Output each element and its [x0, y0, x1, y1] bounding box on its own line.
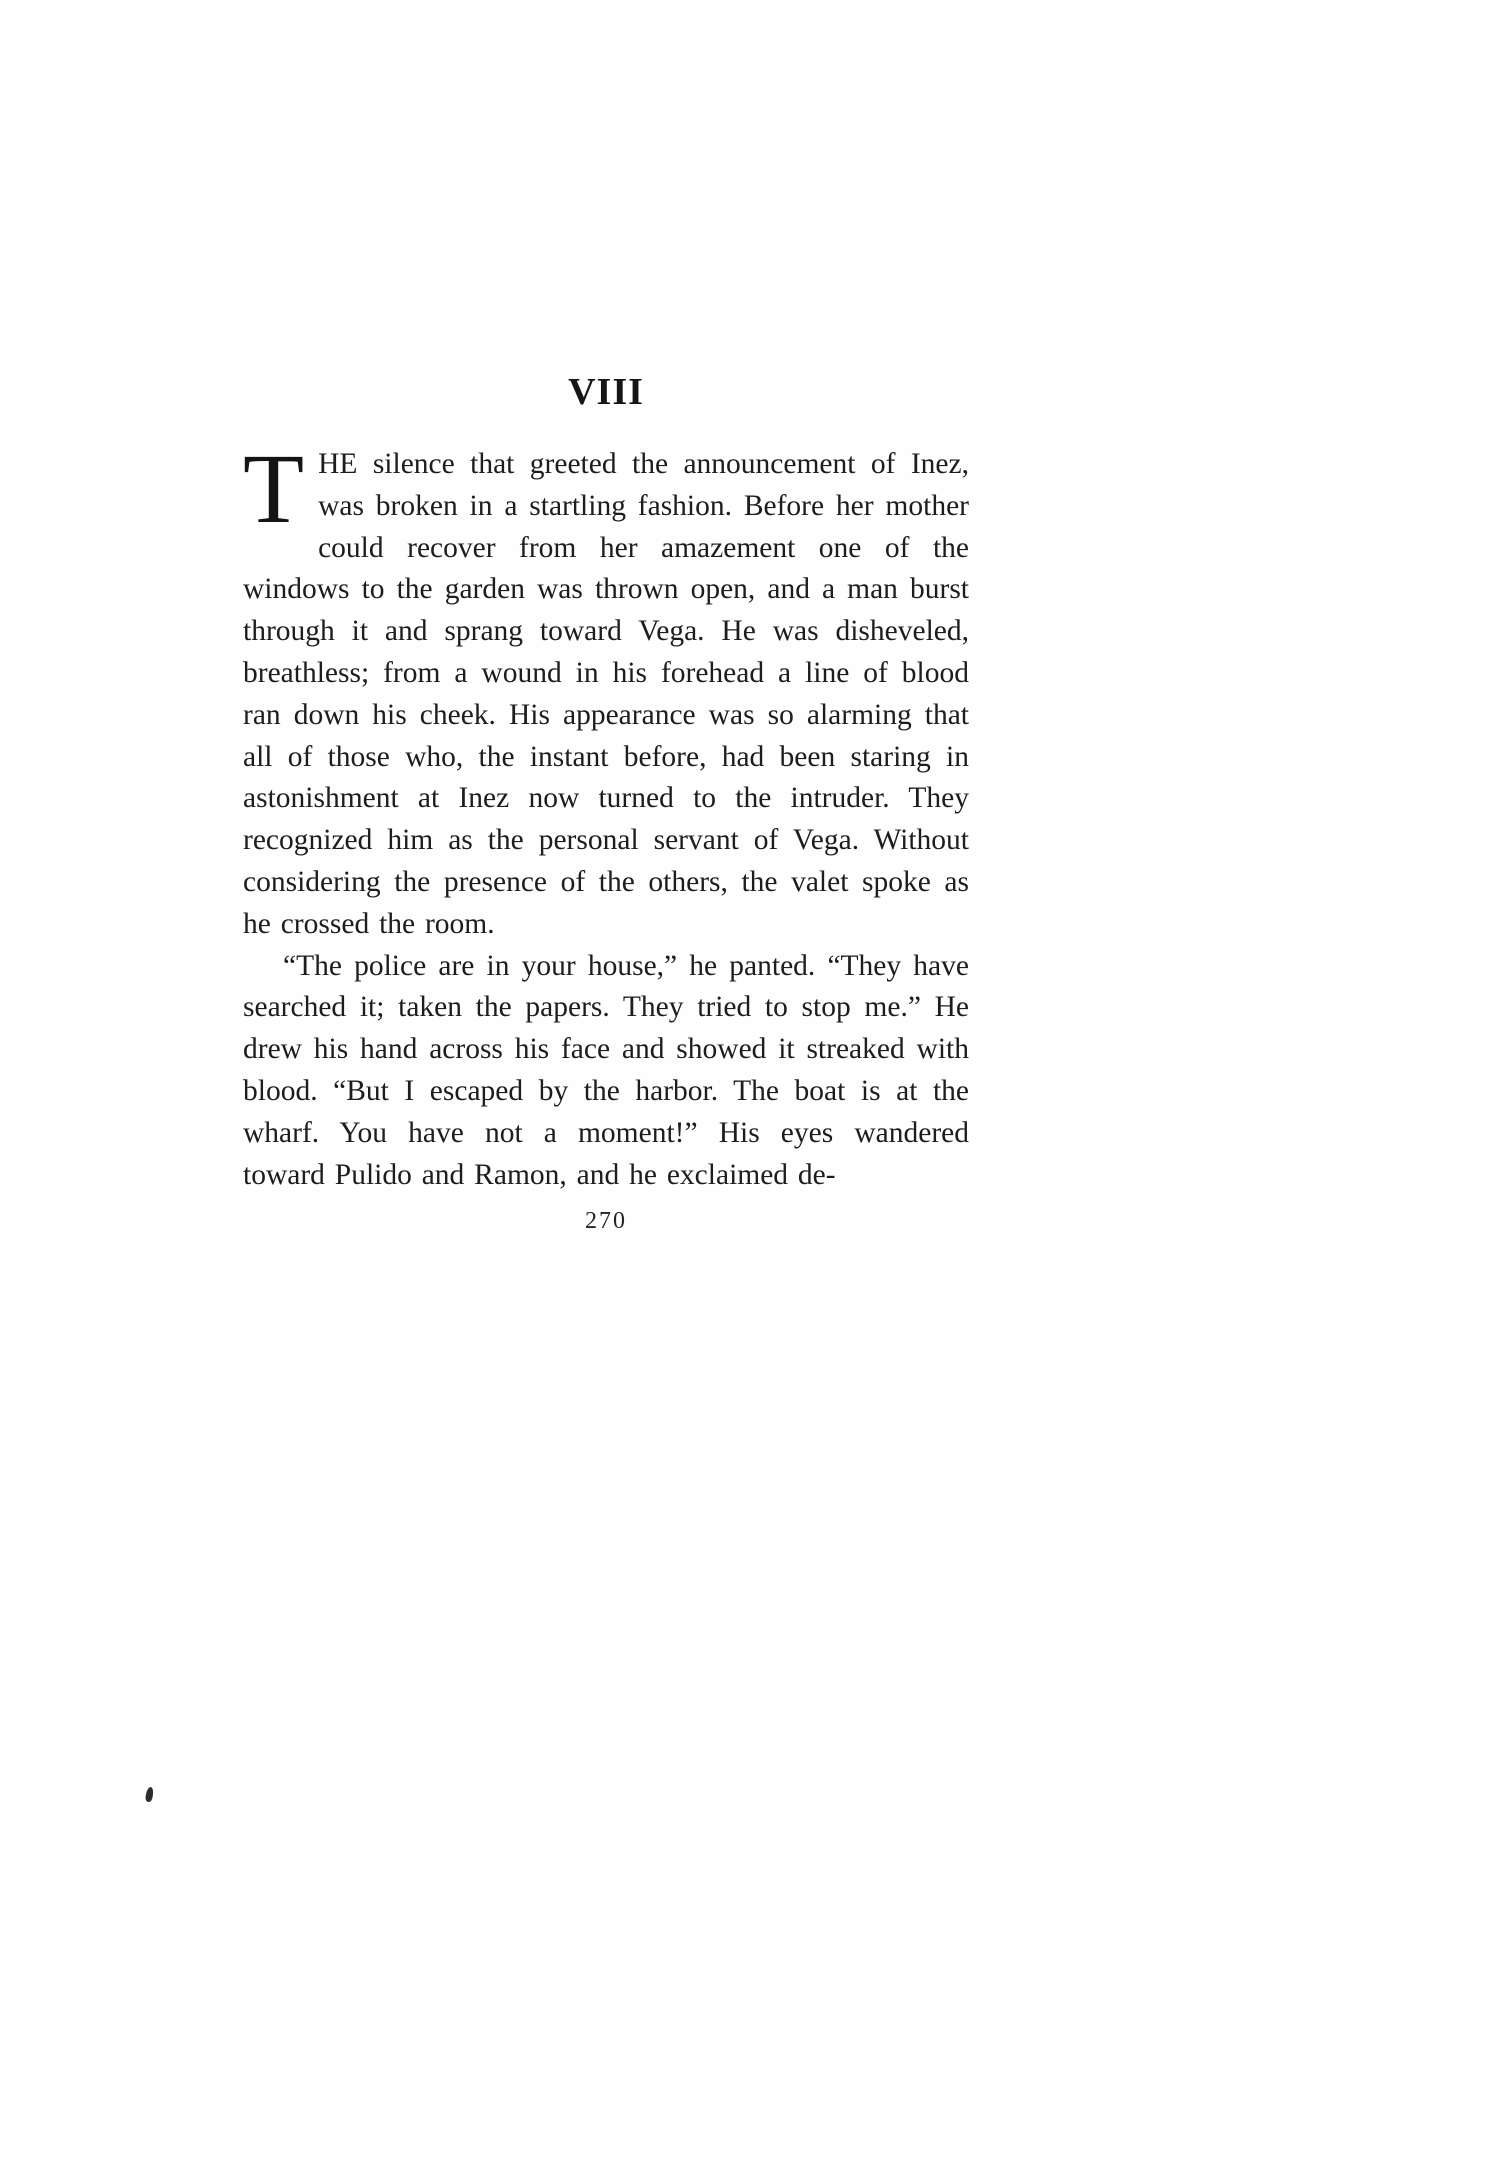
page-number: 270: [585, 1208, 627, 1235]
drop-cap: T: [243, 433, 305, 544]
paragraph-2: [243, 946, 969, 1197]
paragraph-1-text: HE silence that greeted the announcement of Inez, was broken in a startling fashion. Before her mother could recover from her amazement one of the windows to the garden was thrown open, and a man burst through it and sprang toward Vega. He was disheveled, breathless; from a wound in his forehead a line of blood ran down his cheek. His appearance was so alarming that all of those who, the instant before, had been staring in astonishment at Inez now turned to the intruder. They recognized him as the personal servant of Vega. Without considering the presence of the others, the valet spoke as he crossed the room.: [243, 448, 969, 940]
paragraph-1: [243, 433, 969, 946]
paragraph-2-text: “The police are in your house,” he panted. “They have searched it; taken the papers. They tried to stop me.” He drew his hand across his face and showed it streaked with blood. “But I escaped by the harbor. The boat is at the wharf. You have not a moment!” His eyes wandered toward Pulido and Ramon, and he exclaimed de-: [243, 949, 969, 1191]
chapter-heading: VIII: [568, 371, 644, 413]
text-block: [243, 370, 969, 1235]
ink-mark-artifact: [145, 1787, 154, 1803]
